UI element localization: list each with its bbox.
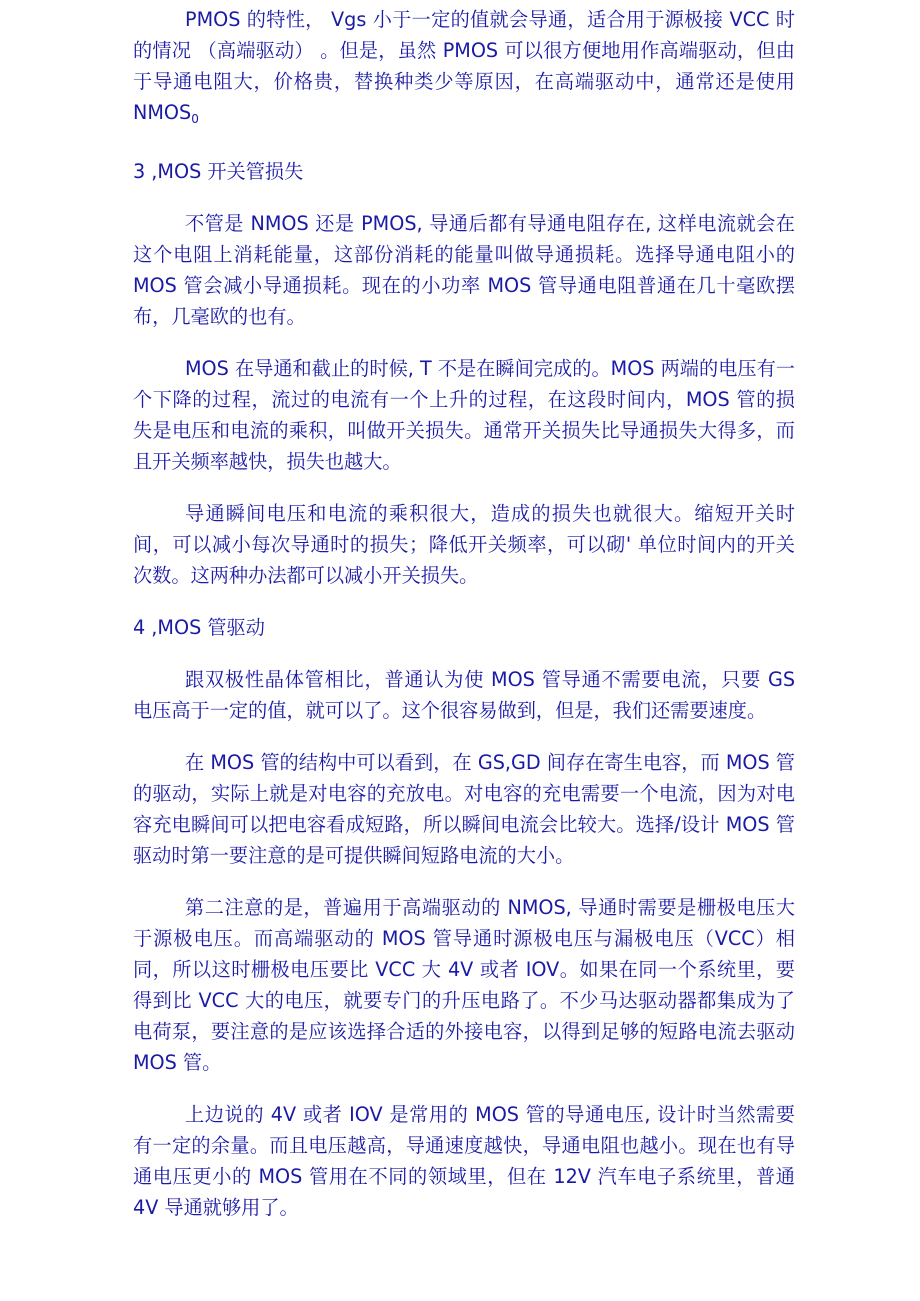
document-page [133,4,795,1223]
section-heading-4: 4 ,MOS 管驱动 [133,616,265,639]
paragraph-gate-voltage: 上边说的 4V 或者 IOV 是常用的 MOS 管的导通电压, 设计时当然需要有一定的余量。而且电压越高，导通速度越快，导通电阻也越小。现在也有导通电压更小的 MOS 管用在不同的领域里，但在 12V 汽车电子系统里，普通 4V 导通就够用了。 [133,1103,795,1219]
paragraph-pmos-characteristics [133,4,795,135]
paragraph-parasitic-capacitance: 在 MOS 管的结构中可以看到，在 GS,GD 间存在寄生电容，而 MOS 管的驱动，实际上就是对电容的充放电。对电容的充电需要一个电流，因为对电容充电瞬间可以把电容看成短路，所以瞬间电流会比较大。选择/设计 MOS 管驱动时第一要注意的是可提供瞬间短路电流的大小。 [133,751,795,867]
paragraph-conduction-loss: 不管是 NMOS 还是 PMOS, 导通后都有导通电阻存在, 这样电流就会在这个电阻上消耗能量，这部份消耗的能量叫做导通损耗。选择导通电阻小的 MOS 管会减小导通损耗。现在的小功率 MOS 管导通电阻普通在几十毫欧摆布，几毫欧的也有。 [133,212,795,328]
paragraph-drive-intro: 跟双极性晶体管相比，普通认为使 MOS 管导通不需要电流，只要 GS 电压高于一定的值，就可以了。这个很容易做到，但是，我们还需要速度。 [133,668,795,722]
paragraph-reduce-switching-loss: 导通瞬间电压和电流的乘积很大，造成的损失也就很大。缩短开关时间，可以减小每次导通时的损失；降低开关频率，可以砌' 单位时间内的开关次数。这两种办法都可以减小开关损失。 [133,502,795,587]
paragraph-switching-loss: MOS 在导通和截止的时候, T 不是在瞬间完成的。MOS 两端的电压有一个下降的过程，流过的电流有一个上升的过程，在这段时间内，MOS 管的损失是电压和电流的乘积，叫做开关损失。通常开关损失比导通损失大得多，而且开关频率越快，损失也越大。 [133,357,795,473]
paragraph-high-side-drive: 第二注意的是，普遍用于高端驱动的 NMOS, 导通时需要是栅极电压大于源极电压。而高端驱动的 MOS 管导通时源极电压与漏极电压（VCC）相同，所以这时栅极电压要比 VCC 大 4V 或者 IOV。如果在同一个系统里，要得到比 VCC 大的电压，就要专门的升压电路了。不少马达驱动器都集成为了电荷泵，要注意的是应该选择合适的外接电容，以得到足够的短路电流去驱动 MOS 管。 [133,896,795,1074]
section-heading-3: 3 ,MOS 开关管损失 [133,160,304,183]
paragraph-text: PMOS 的特性， Vgs 小于一定的值就会导通，适合用于源极接 VCC 时的情况 （高端驱动） 。但是，虽然 PMOS 可以很方便地用作高端驱动，但由于导通电阻大，价格贵，替换种类少等原因，在高端驱动中，通常还是使用 NMOS [133,8,795,124]
subscript-text: 0 [191,112,199,126]
